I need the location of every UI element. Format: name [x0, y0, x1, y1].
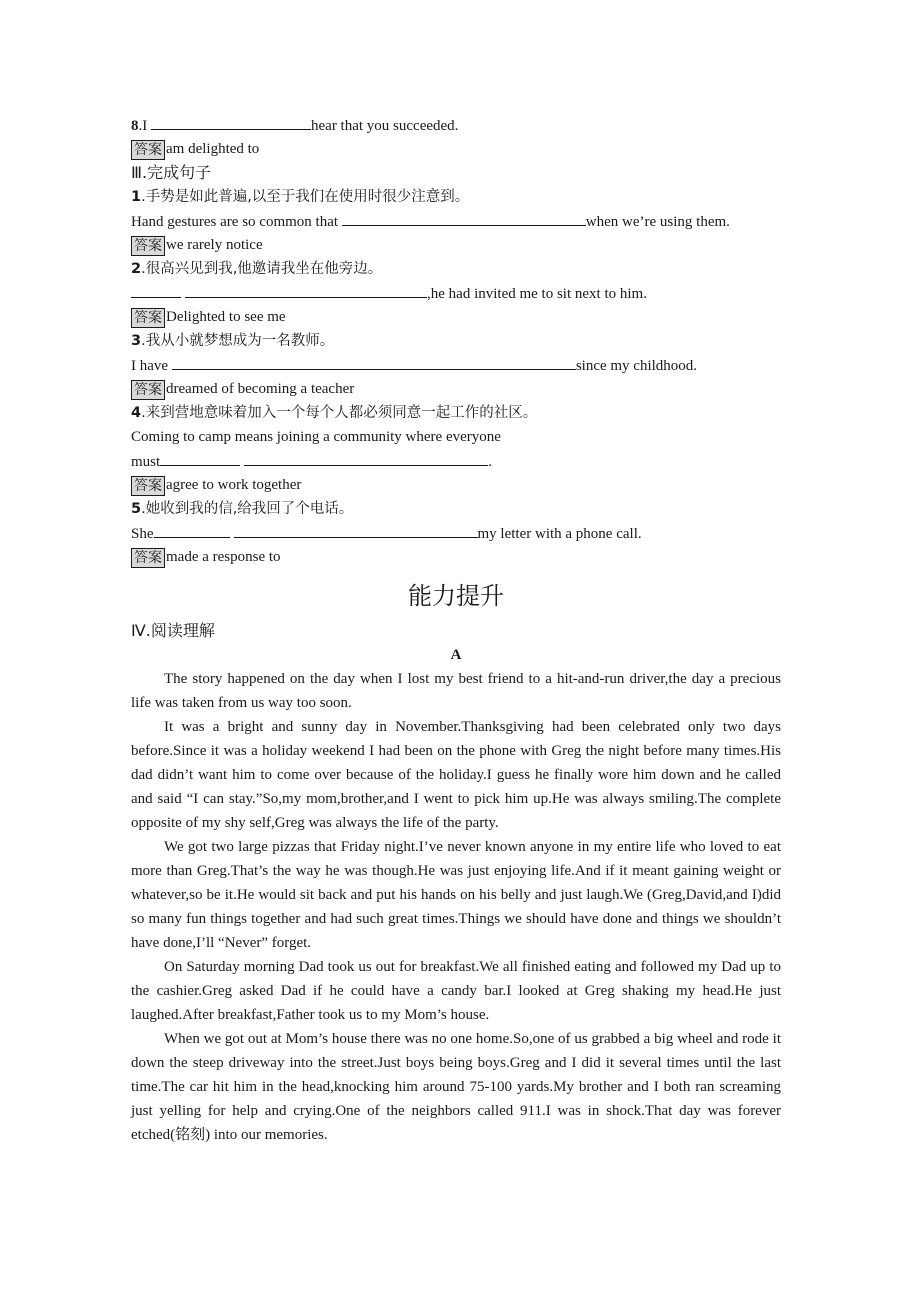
english-prefix: She	[131, 526, 154, 542]
section-heading: Ⅳ.阅读理解	[131, 621, 215, 640]
question-5-english	[131, 521, 781, 545]
answer-text: agree to work together	[166, 477, 302, 493]
answer-blank	[342, 209, 586, 226]
question-prefix: .I	[138, 118, 151, 134]
question-number: 5	[131, 501, 142, 517]
passage-paragraph: We got two large pizzas that Friday night.I’ve never known anyone in my entire life who loved to eat more than Greg.That’s the way he was though.He was just enjoying life.And if it meant gaining weight or whatever,so be it.He would sit back and put his hands on his belly and just laugh.We (Greg,David,and I)did so many fun things together and had such great times.Things we should have done and things we shouldn’t have done,I’ll “Never” forget.	[131, 839, 781, 951]
passage-label: A	[450, 647, 462, 663]
question-1-chinese	[131, 185, 781, 209]
answer-blank	[160, 449, 240, 466]
question-2-english	[131, 281, 781, 305]
answer-label: 答案	[131, 380, 165, 400]
question-8	[131, 113, 781, 137]
passage-paragraph: The story happened on the day when I lost my best friend to a hit-and-run driver,the day a precious life was taken from us way too soon.	[131, 671, 781, 711]
passage-paragraph: On Saturday morning Dad took us out for breakfast.We all finished eating and followed my Dad up to the cashier.Greg asked Dad if he could have a candy bar.I looked at Greg shaking my head.He just laughed.After breakfast,Father took us to my Mom’s house.	[131, 959, 781, 1023]
question-4-english-line2	[131, 449, 781, 473]
question-5-chinese	[131, 497, 781, 521]
answer-row	[131, 473, 781, 497]
answer-row	[131, 137, 781, 161]
answer-blank	[151, 113, 311, 130]
chinese-sentence: .很高兴见到我,他邀请我坐在他旁边。	[141, 261, 383, 277]
english-prefix: I have	[131, 358, 172, 374]
answer-label: 答案	[131, 476, 165, 496]
english-suffix: since my childhood.	[575, 358, 698, 374]
question-3-english	[131, 353, 781, 377]
answer-row	[131, 545, 781, 569]
question-4-english-line1: Coming to camp means joining a community where everyone	[131, 429, 501, 445]
worksheet-page	[131, 113, 781, 1147]
chinese-sentence: .我从小就梦想成为一名教师。	[141, 333, 335, 349]
passage-paragraph: It was a bright and sunny day in November.Thanksgiving had been celebrated only two days before.Since it was a holiday weekend I had been on the phone with Greg the night before many times.His dad didn’t want him to come over because of the holiday.I guess he finally wore him down and he called and said “I can stay.”So,my mom,brother,and I went to pick him up.He was always smiling.The complete opposite of my shy self,Greg was always the life of the party.	[131, 719, 781, 831]
english-prefix: Hand gestures are so common that	[131, 214, 342, 230]
question-1-english	[131, 209, 781, 233]
answer-label: 答案	[131, 140, 165, 160]
question-number: 1	[131, 189, 142, 205]
chinese-sentence: .手势是如此普遍,以至于我们在使用时很少注意到。	[141, 189, 470, 205]
chinese-sentence: .她收到我的信,给我回了个电话。	[141, 501, 354, 517]
question-3-chinese	[131, 329, 781, 353]
answer-label: 答案	[131, 308, 165, 328]
question-number: 3	[131, 333, 142, 349]
question-suffix: hear that you succeeded.	[311, 118, 459, 134]
answer-text: dreamed of becoming a teacher	[166, 381, 355, 397]
answer-blank	[244, 449, 488, 466]
question-4-chinese	[131, 401, 781, 425]
answer-row	[131, 377, 781, 401]
answer-text: we rarely notice	[166, 237, 263, 253]
english-prefix: must	[131, 454, 161, 470]
question-number: 8	[131, 118, 139, 134]
english-suffix: .	[488, 454, 492, 470]
answer-blank	[185, 281, 427, 298]
answer-text: made a response to	[166, 549, 281, 565]
answer-blank	[131, 281, 181, 298]
answer-label: 答案	[131, 236, 165, 256]
english-suffix: my letter with a phone call.	[477, 526, 642, 542]
answer-label: 答案	[131, 548, 165, 568]
answer-text: Delighted to see me	[166, 309, 286, 325]
answer-text: am delighted to	[166, 141, 260, 157]
answer-row	[131, 233, 781, 257]
answer-blank	[172, 353, 576, 370]
question-number: 4	[131, 405, 142, 421]
passage-paragraph: When we got out at Mom’s house there was no one home.So,one of us grabbed a big wheel and rode it down the steep driveway into the street.Just boys being boys.Greg and I did it several times until the last time.The car hit him in the head,knocking him around 75-100 yards.My brother and I both ran screaming just yelling for help and crying.One of the neighbors called 911.I was in shock.That day was forever etched(铭刻) into our memories.	[131, 1031, 781, 1143]
question-number: 2	[131, 261, 142, 277]
english-suffix: ,he had invited me to sit next to him.	[427, 286, 647, 302]
answer-blank	[234, 521, 478, 538]
answer-row	[131, 305, 781, 329]
answer-blank	[154, 521, 230, 538]
section-title: 能力提升	[408, 582, 504, 610]
english-suffix: when we’re using them.	[585, 214, 730, 230]
section-heading: Ⅲ.完成句子	[131, 163, 212, 182]
question-2-chinese	[131, 257, 781, 281]
chinese-sentence: .来到营地意味着加入一个每个人都必须同意一起工作的社区。	[141, 405, 538, 421]
